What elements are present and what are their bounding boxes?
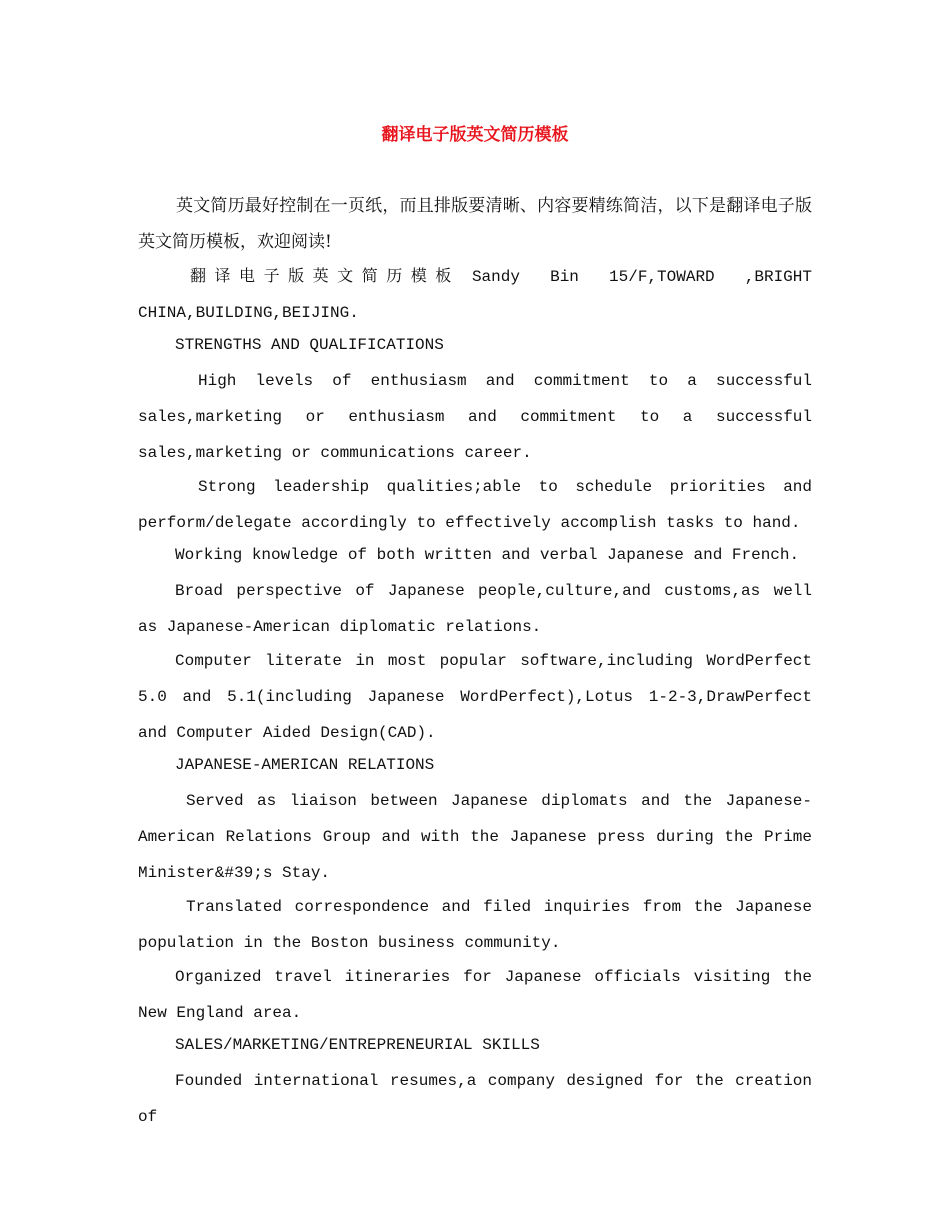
section-heading-strengths: STRENGTHS AND QUALIFICATIONS [175, 336, 444, 354]
resume-header [138, 258, 812, 331]
paragraph-perspective: Broad perspective of Japanese people,culture,and customs,as well as Japanese-American diplomatic relations. [138, 582, 812, 636]
document-title: 翻译电子版英文简历模板 [381, 125, 569, 145]
resume-header-en: Sandy Bin 15/F,TOWARD ,BRIGHT CHINA,BUILDING,BEIJING. [138, 268, 812, 322]
resume-body [138, 258, 812, 1133]
paragraph-translated: Translated correspondence and filed inquiries from the Japanese population in the Boston business community. [138, 898, 812, 952]
paragraph-itineraries: Organized travel itineraries for Japanese officials visiting the New England area. [138, 968, 812, 1022]
paragraph-leadership: Strong leadership qualities;able to schedule priorities and perform/delegate accordingly to effectively accomplish tasks to hand. [138, 478, 812, 532]
paragraph-enthusiasm: High levels of enthusiasm and commitment to a successful sales,marketing or enthusiasm and commitment to a successful sales,marketing or communications career. [138, 372, 812, 462]
paragraph-computer: Computer literate in most popular software,including WordPerfect 5.0 and 5.1(including Japanese WordPerfect),Lotus 1-2-3,DrawPerfect and Computer Aided Design(CAD). [138, 652, 812, 742]
section-heading-sales: SALES/MARKETING/ENTREPRENEURIAL SKILLS [175, 1036, 540, 1054]
section-heading-relations: JAPANESE-AMERICAN RELATIONS [175, 756, 435, 774]
paragraph-languages: Working knowledge of both written and verbal Japanese and French. [175, 546, 800, 564]
intro-paragraph: 英文简历最好控制在一页纸，而且排版要清晰、内容要精练简洁，以下是翻译电子版英文简历模板，欢迎阅读! [138, 196, 812, 252]
paragraph-founded: Founded international resumes,a company designed for the creation of [138, 1072, 812, 1126]
resume-header-cn: 翻译电子版英文简历模板 [190, 266, 460, 285]
paragraph-liaison: Served as liaison between Japanese diplomats and the Japanese-American Relations Group and with the Japanese press during the Prime Minister&#39;s Stay. [138, 792, 812, 882]
